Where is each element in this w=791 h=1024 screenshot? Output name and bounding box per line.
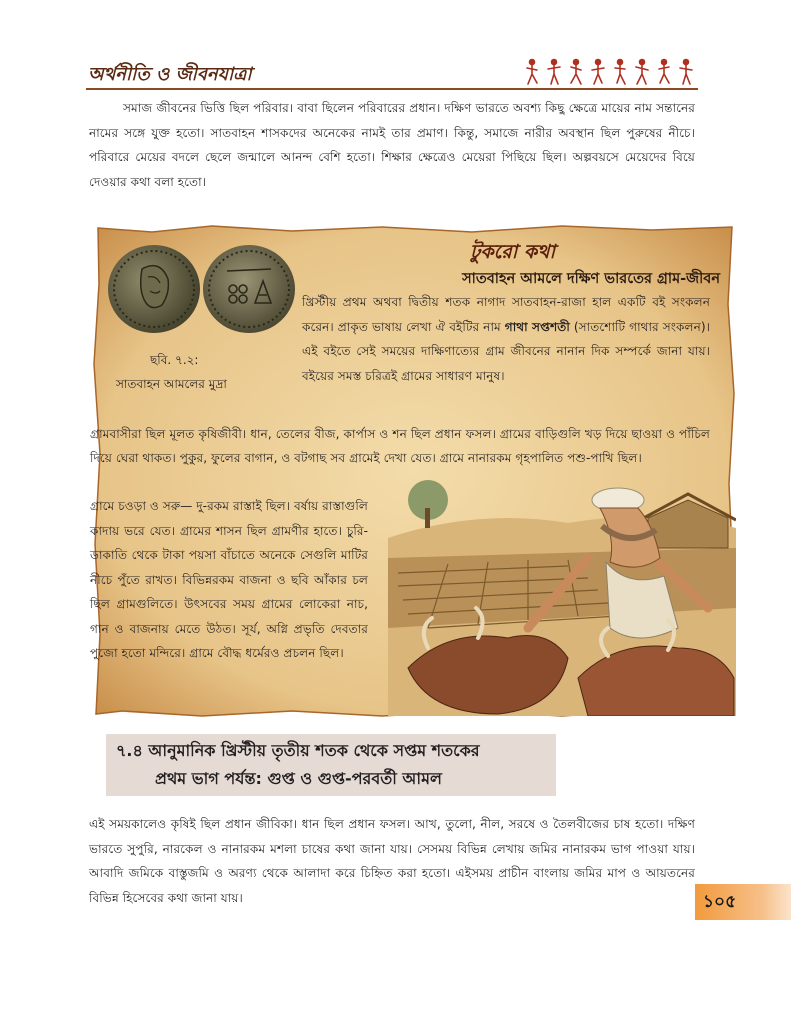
intro-paragraph: সমাজ জীবনের ভিত্তি ছিল পরিবার। বাবা ছিলেন পরিবারের প্রধান। দক্ষিণ ভারতে অবশ্য কিছু ক্ষেত্রে মায়ের নাম সন্তানের নামের সঙ্গে যুক্ত হতো। সাতবাহন শাসকদের অনেকের নামই তার প্রমাণ। কিন্তু, সমাজে নারীর অবস্থান ছিল পুরুষের নীচে। পরিবারে মেয়ের বদলে ছেলে জন্মালে আনন্দ বেশি হতো। শিক্ষার ক্ষেত্রেও মেয়েরা পিছিয়ে ছিল। অল্পবয়সে মেয়েদের বিয়ে দেওয়ার কথা বলা হতো। (89, 101, 695, 189)
box-subheading: সাতবাহন আমলে দক্ষিণ ভারতের গ্রাম-জীবন (462, 271, 720, 287)
satavahana-coin-obverse (108, 245, 200, 333)
box-text-bold-term: গাথা সপ্তশতী (504, 319, 570, 334)
village-paragraph: গ্রামবাসীরা ছিল মূলত কৃষিজীবী। ধান, তেলের বীজ, কার্পাস ও শন ছিল প্রধান ফসল। গ্রামের বাড়িগুলি খড় দিয়ে ছাওয়া ও পাঁচিল দিয়ে ঘেরা থাকত। পুকুর, ফুলের বাগান, ও বটগাছ সব গ্রামেই দেখা যেত। গ্রামে নানারকম গৃহপালিত পশু-পাখি ছিল। (90, 427, 710, 465)
figure-number: ছবি. ৭.২: (150, 353, 199, 367)
header-rule (86, 88, 698, 90)
satavahana-coin-reverse (203, 245, 295, 333)
body-paragraph: এই সময়কালেও কৃষিই ছিল প্রধান জীবিকা। ধান ছিল প্রধান ফসল। আখ, তুলো, নীল, সরষে ও তৈলবীজের চাষ হতো। দক্ষিণ ভারতে সুপুরি, নারকেল ও নানারকম মশলা চাষের কথা জানা যায়। সেসময় বিভিন্ন লেখায় জমির নানারকম ভাগ পাওয়া যায়। আবাদি জমিকে বাস্তুজমি ও অরণ্য থেকে আলাদা করে চিহ্নিত করা হতো। এইসময় প্রাচীন বাংলায় জমির মাপ ও আয়তনের বিভিন্ন হিসেবের কথা জানা যায়। (89, 817, 695, 905)
box-heading: টুকরো কথা (470, 241, 555, 263)
page-number: ১০৫ (703, 892, 737, 912)
section-title-line2: প্রথম ভাগ পর্যন্ত: গুপ্ত ও গুপ্ত-পরবর্তী আমল (155, 769, 442, 788)
box-intro-text (302, 290, 710, 388)
dancing-figures-decoration (520, 58, 698, 86)
figure-caption: সাতবাহন আমলের মুদ্রা (116, 377, 227, 391)
farmer-ploughing-illustration (388, 478, 736, 716)
village-left-paragraph: গ্রামে চওড়া ও সরু— দু-রকম রাস্তাই ছিল। বর্ষায় রাস্তাগুলি কাদায় ভরে যেত। গ্রামের শাসন ছিল গ্রামণীর হাতে। চুরি-ডাকাতি থেকে টাকা পয়সা বাঁচাতে অনেকে সেগুলি মাটির নীচে পুঁতে রাখত। বিভিন্নরকম বাজনা ও ছবি আঁকার চল ছিল গ্রামগুলিতে। উৎসবের সময় গ্রামের লোকেরা নাচ, গান ও বাজনায় মেতে উঠত। সূর্য, অগ্নি প্রভৃতি দেবতার পুজো হতো মন্দিরে। গ্রামে বৌদ্ধ ধর্মেরও প্রচলন ছিল। (90, 499, 368, 660)
box-text-part2: (সাতশোটি গাথার সংকলন)। এই বইতে সেই সময়ের দাক্ষিণাত্যের গ্রাম জীবনের নানান দিক সম্পর্কে জানা যায়। বইয়ের সমস্ত চরিত্রই গ্রামের সাধারণ মানুষ। (302, 319, 710, 383)
section-title-line1: ৭.৪ আনুমানিক খ্রিস্টীয় তৃতীয় শতক থেকে সপ্তম শতকের (116, 741, 480, 760)
box-text-part1: খ্রিস্টীয় প্রথম অথবা দ্বিতীয় শতক নাগাদ সাতবাহন-রাজা হাল একটি বই সংকলন করেন। প্রাকৃত ভাষায় লেখা ঐ বইটির নাম (302, 295, 710, 334)
running-header-title: অর্থনীতি ও জীবনযাত্রা (88, 64, 252, 85)
